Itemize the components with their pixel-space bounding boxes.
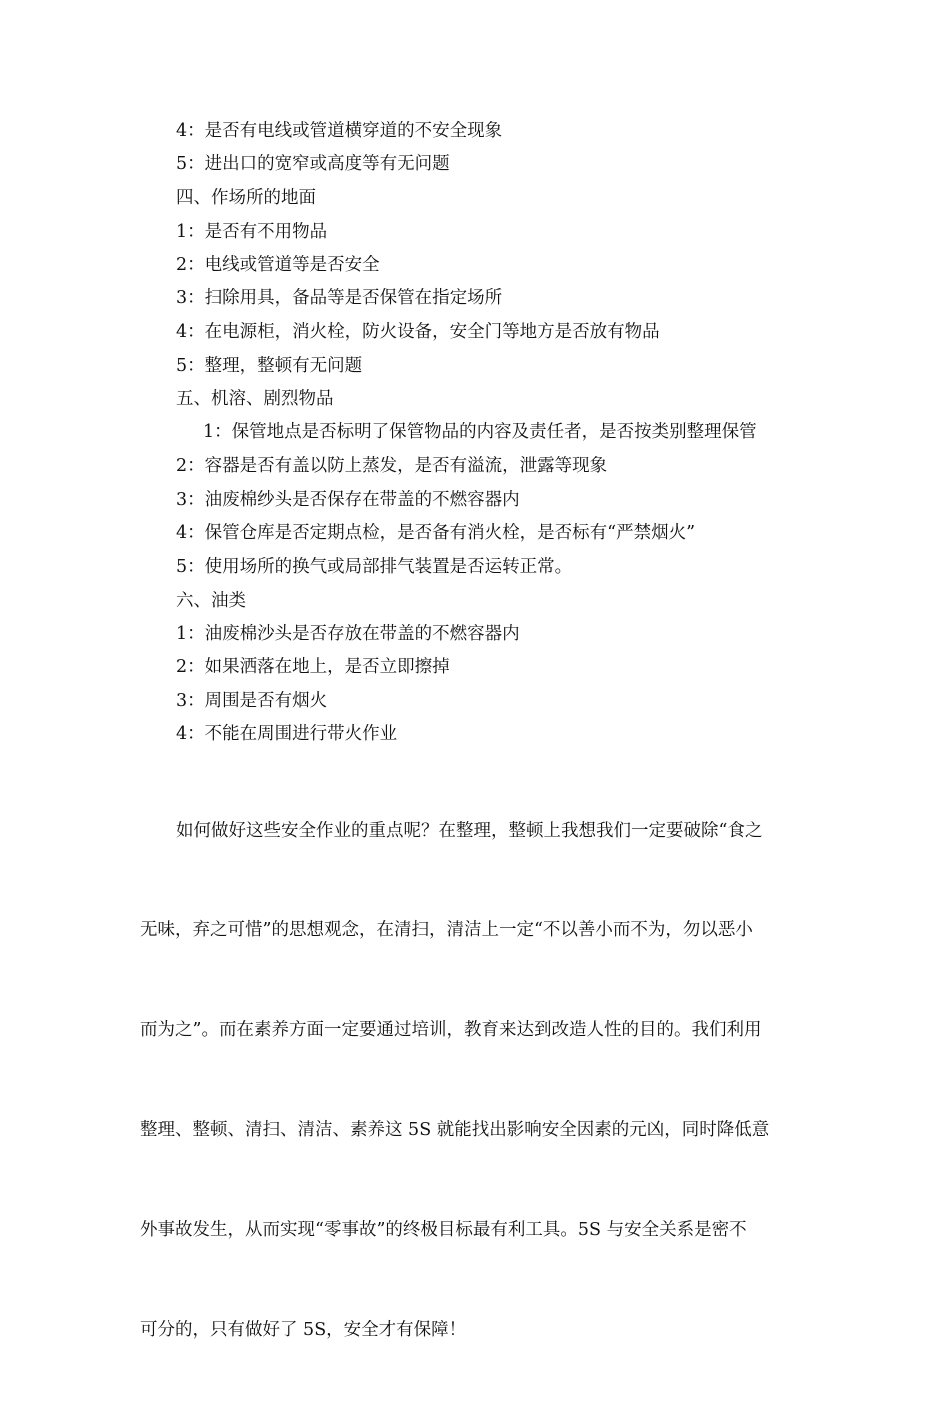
checklist-item: 1：油废棉沙头是否存放在带盖的不燃容器内 (176, 624, 520, 644)
section-heading: 五、机溶、剧烈物品 (176, 389, 334, 409)
checklist-item: 2：电线或管道等是否安全 (176, 255, 380, 275)
paragraph-line: 外事故发生，从而实现“零事故”的终极目标最有利工具。5S 与安全关系是密不 (140, 1220, 747, 1241)
checklist-item: 4：保管仓库是否定期点检，是否备有消火栓，是否标有“严禁烟火” (176, 523, 696, 543)
checklist-item: 4：在电源柜，消火栓，防火设备，安全门等地方是否放有物品 (176, 322, 660, 342)
paragraph-line: 可分的，只有做好了 5S，安全才有保障！ (140, 1320, 467, 1341)
checklist-item: 1：保管地点是否标明了保管物品的内容及责任者，是否按类别整理保管 (203, 422, 757, 442)
paragraph-line: 整理、整顿、清扫、清洁、素养这 5S 就能找出影响安全因素的元凶，同时降低意 (140, 1120, 770, 1141)
checklist-item: 1：是否有不用物品 (176, 222, 328, 242)
paragraph-line: 无味，弃之可惜”的思想观念，在清扫，清洁上一定“不以善小而不为，勿以恶小 (140, 920, 753, 941)
checklist-item: 3：油废棉纱头是否保存在带盖的不燃容器内 (176, 490, 520, 510)
checklist-item: 4：不能在周围进行带火作业 (176, 724, 398, 744)
section-heading: 四、作场所的地面 (176, 188, 316, 208)
checklist-item: 5：整理，整顿有无问题 (176, 356, 363, 376)
checklist-item: 4：是否有电线或管道横穿道的不安全现象 (176, 121, 503, 141)
checklist-item: 5：使用场所的换气或局部排气装置是否运转正常。 (176, 557, 573, 577)
paragraph-line: 如何做好这些安全作业的重点呢？在整理，整顿上我想我们一定要破除“食之 (176, 820, 763, 841)
section-heading: 六、油类 (176, 591, 246, 611)
paragraph-line: 而为之”。而在素养方面一定要通过培训，教育来达到改造人性的目的。我们利用 (140, 1020, 762, 1041)
checklist-item: 2：如果洒落在地上，是否立即擦掉 (176, 657, 450, 677)
checklist-item: 3：周围是否有烟火 (176, 691, 328, 711)
checklist-item: 3：扫除用具，备品等是否保管在指定场所 (176, 288, 503, 308)
checklist-item: 5：进出口的宽窄或高度等有无问题 (176, 154, 450, 174)
checklist-item: 2：容器是否有盖以防上蒸发，是否有溢流，泄露等现象 (176, 456, 608, 476)
closing-paragraph (140, 748, 812, 1414)
